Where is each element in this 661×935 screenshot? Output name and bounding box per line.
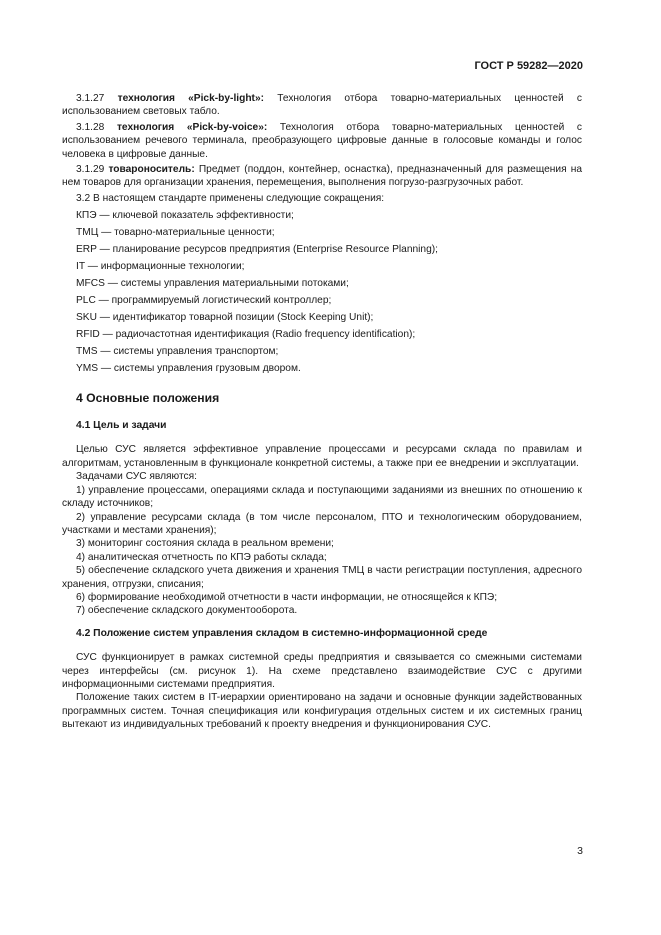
subsection-heading: 4.2 Положение систем управления складом в системно-информационной среде — [76, 627, 488, 639]
list-item: 5) обеспечение складского учета движения и хранения ТМЦ в части регистрации поступления, адресного хранения, отгрузки, списания; — [62, 565, 582, 590]
list-item: ERP — планирование ресурсов предприятия (Enterprise Resource Planning); — [76, 244, 438, 256]
list-item: КПЭ — ключевой показатель эффективности; — [76, 210, 294, 222]
list-item: 3) мониторинг состояния склада в реальном времени; — [76, 538, 334, 550]
definition-text: Технология отбора товарно-материальных ценностей с использованием речевого терминала, преобразующего цифровые данные в голосовые команды и голос человека в цифровые данные. — [62, 121, 582, 160]
abbreviations-intro: 3.2 В настоящем стандарте применены следующие сокращения: — [76, 192, 385, 204]
subsection-heading: 4.1 Цель и задачи — [76, 420, 167, 432]
definition-3-1-29 — [62, 163, 582, 190]
list-item: ТМЦ — товарно-материальные ценности; — [76, 227, 275, 239]
paragraph: Положение таких систем в IT-иерархии ориентировано на задачи и основные функции задействованных программных систем. Точная спецификация или конфигурация отдельных систем и их системных границ вытекают из индивидуальных требований к проекту внедрения и функционирования СУС. — [62, 692, 582, 731]
list-item: SKU — идентификатор товарной позиции (Stock Keeping Unit); — [76, 312, 374, 324]
tasks-list — [62, 484, 582, 618]
definition-term: товароноситель: — [108, 164, 195, 176]
list-item: PLC — программируемый логистический контроллер; — [76, 295, 332, 307]
paragraph: СУС функционирует в рамках системной среды предприятия и связывается со смежными системами через интерфейсы (см. рисунок 1). На схеме представлено взаимодействие СУС с другими информационными системами предприятия. — [62, 652, 582, 690]
page-number: 3 — [577, 845, 583, 857]
list-item: YMS — системы управления грузовым двором. — [76, 363, 301, 375]
list-item: IT — информационные технологии; — [76, 261, 245, 273]
definition-number: 3.1.29 — [76, 164, 105, 176]
definition-term: технология «Pick-by-voice»: — [116, 121, 268, 133]
page-content — [62, 92, 582, 732]
list-item: RFID — радиочастотная идентификация (Radio frequency identification); — [76, 329, 416, 341]
definition-term: технология «Pick-by-light»: — [117, 93, 264, 104]
standard-code: ГОСТ Р 59282—2020 — [474, 60, 583, 72]
list-item: 1) управление процессами, операциями склада и поступающими заданиями из внешних по отношению к складу источников; — [62, 484, 582, 510]
tasks-intro: Задачами СУС являются: — [76, 471, 197, 483]
list-item: 6) формирование необходимой отчетности в части информации, не относящейся к КПЭ; — [76, 591, 498, 603]
definition-number: 3.1.28 — [76, 121, 105, 133]
definition-number: 3.1.27 — [76, 93, 105, 104]
section-heading: 4 Основные положения — [76, 390, 220, 405]
definition-3-1-28 — [62, 121, 582, 161]
list-item: 2) управление ресурсами склада (в том числе персоналом, ПТО и технологическим оборудованием, участками и местами хранения); — [62, 511, 582, 536]
definition-text: Технология отбора товарно-материальных ценностей с использованием световых табло. — [62, 93, 582, 118]
abbreviation-list — [62, 209, 582, 375]
list-item: MFCS — системы управления материальными потоками; — [76, 278, 349, 290]
definition-text: Предмет (поддон, контейнер, оснастка), предназначенный для размещения на нем товаров для организации хранения, перемещения, выполнения погрузо-разгрузочных работ. — [62, 164, 582, 189]
list-item: 7) обеспечение складского документооборота. — [76, 605, 298, 617]
definition-3-1-27 — [62, 92, 582, 119]
paragraph: Целью СУС является эффективное управление процессами и ресурсами склада по правилам и алгоритмам, установленным в функционале конкретной системы, а также при ее внедрении и эксплуатации. — [62, 444, 582, 469]
list-item: 4) аналитическая отчетность по КПЭ работы склада; — [76, 551, 327, 563]
list-item: TMS — системы управления транспортом; — [76, 346, 279, 358]
